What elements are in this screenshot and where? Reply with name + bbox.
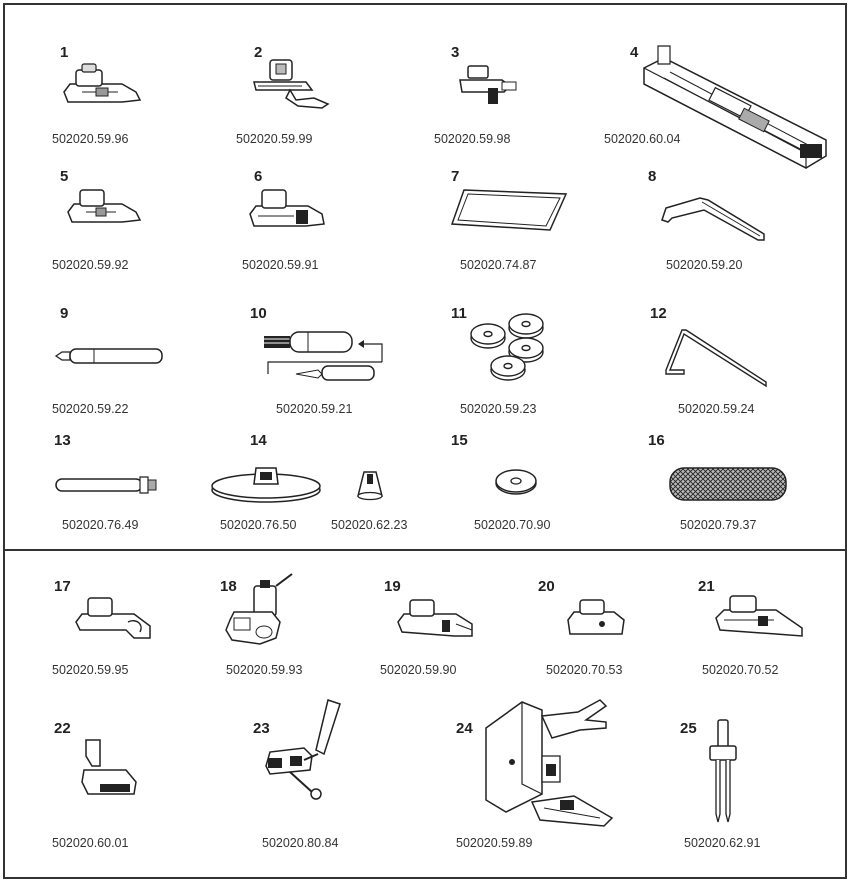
- part-code: 502020.59.90: [380, 663, 457, 677]
- twin-needle-icon: [706, 718, 740, 828]
- part-code: 502020.70.53: [546, 663, 623, 677]
- part-number: 18: [220, 578, 237, 595]
- spool-cap-large-icon: [210, 462, 322, 504]
- spool-net-icon: [668, 464, 788, 504]
- part-code: 502020.59.89: [456, 836, 533, 850]
- part-code: 502020.59.96: [52, 132, 129, 146]
- part-code: 502020.59.20: [666, 258, 743, 272]
- part-code: 502020.59.23: [460, 402, 537, 416]
- part-code: 502020.59.91: [242, 258, 319, 272]
- part-code: 502020.62.23: [331, 518, 408, 532]
- part-code: 502020.60.01: [52, 836, 129, 850]
- brush-seam-ripper-icon: [262, 330, 386, 384]
- part-number: 10: [250, 305, 267, 322]
- rolled-hem-foot-icon: [74, 594, 154, 644]
- quarter-inch-foot-icon: [714, 594, 806, 644]
- edge-guide-icon: [662, 326, 772, 388]
- part-code: 502020.70.90: [474, 518, 551, 532]
- button-sewing-foot-icon: [458, 64, 520, 106]
- part-number: 16: [648, 432, 665, 449]
- part-code: 502020.76.49: [62, 518, 139, 532]
- section-divider: [3, 549, 847, 551]
- part-number: 21: [698, 578, 715, 595]
- part-number: 14: [250, 432, 267, 449]
- auxiliary-spool-pin-icon: [54, 476, 158, 494]
- part-number: 15: [451, 432, 468, 449]
- part-number: 24: [456, 720, 473, 737]
- part-code: 502020.59.98: [434, 132, 511, 146]
- straight-stitch-foot-icon: [566, 598, 626, 640]
- part-number: 20: [538, 578, 555, 595]
- part-number: 7: [451, 168, 460, 185]
- part-code: 502020.59.22: [52, 402, 129, 416]
- walking-foot-icon: [482, 692, 616, 828]
- part-number: 3: [451, 44, 460, 61]
- part-code: 502020.62.91: [684, 836, 761, 850]
- part-number: 25: [680, 720, 697, 737]
- part-number: 13: [54, 432, 71, 449]
- part-number: 2: [254, 44, 263, 61]
- overcast-foot-icon: [396, 598, 476, 642]
- part-code: 502020.60.04: [604, 132, 681, 146]
- part-number: 23: [253, 720, 270, 737]
- felt-pad-icon: [450, 188, 568, 232]
- part-code: 502020.59.93: [226, 663, 303, 677]
- quilting-guide-icon: [660, 190, 770, 242]
- part-code: 502020.59.92: [52, 258, 129, 272]
- part-code: 502020.74.87: [460, 258, 537, 272]
- blind-hem-foot-icon: [248, 186, 328, 236]
- buttonhole-foot-icon: [640, 44, 830, 170]
- part-number: 17: [54, 578, 71, 595]
- part-number: 8: [648, 168, 657, 185]
- part-number: 12: [650, 305, 667, 322]
- zipper-foot-icon: [250, 58, 334, 110]
- part-code: 502020.59.21: [276, 402, 353, 416]
- part-code: 502020.59.24: [678, 402, 755, 416]
- part-code: 502020.70.52: [702, 663, 779, 677]
- part-number: 19: [384, 578, 401, 595]
- part-code: 502020.59.99: [236, 132, 313, 146]
- part-code: 502020.76.50: [220, 518, 297, 532]
- spool-cap-small-icon: [354, 468, 386, 502]
- part-number: 9: [60, 305, 69, 322]
- part-code: 502020.59.95: [52, 663, 129, 677]
- zigzag-foot-icon: [62, 62, 142, 110]
- part-number: 1: [60, 44, 69, 61]
- bobbins-icon: [468, 312, 550, 386]
- part-number: 22: [54, 720, 71, 737]
- spool-pin-icon: [54, 346, 166, 366]
- part-code: 502020.80.84: [262, 836, 339, 850]
- felt-washer-icon: [494, 468, 538, 496]
- part-number: 11: [451, 305, 467, 322]
- part-number: 6: [254, 168, 263, 185]
- part-number: 5: [60, 168, 69, 185]
- satin-stitch-foot-icon: [66, 186, 142, 230]
- part-number: 4: [630, 44, 639, 61]
- part-code: 502020.79.37: [680, 518, 757, 532]
- cording-foot-icon: [260, 696, 350, 800]
- teflon-foot-icon: [78, 736, 138, 806]
- darning-foot-icon: [220, 572, 298, 648]
